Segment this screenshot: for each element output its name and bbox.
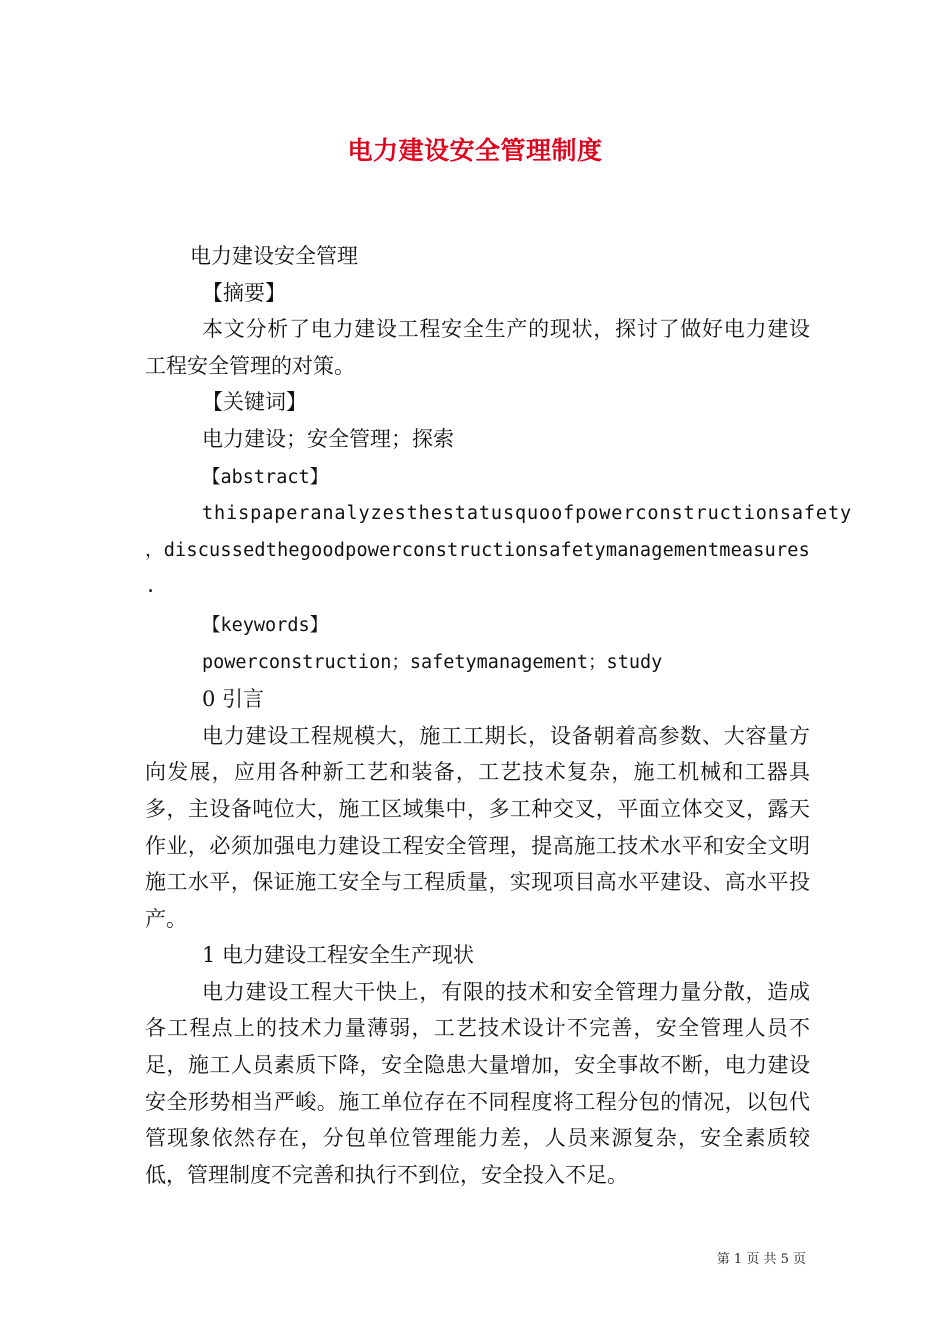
abstract-cn-heading: 【摘要】 <box>202 280 286 305</box>
abstract-en-line-2: ，discussedthegoodpowerconstructionsafetymanagementmeasures <box>145 539 810 561</box>
section-0-paragraph: 电力建设工程规模大，施工工期长，设备朝着高参数、大容量方向发展，应用各种新工艺和装备，工艺技术复杂，施工机械和工器具多，主设备吨位大，施工区域集中，多工种交叉，平面立体交叉，露天作业，必须加强电力建设工程安全管理，提高施工技术水平和安全文明施工水平，保证施工安全与工程质量，实现项目高水平建设、高水平投产。 <box>145 723 810 931</box>
section-0-heading: 0 引言 <box>202 687 265 712</box>
abstract-en-heading-text: 【abstract】 <box>202 466 329 488</box>
keywords-en-text: powerconstruction；safetymanagement；study <box>202 651 663 673</box>
abstract-en-line-1: thispaperanalyzesthestatusquoofpowerconstructionsafety <box>202 503 853 525</box>
document-title: 电力建设安全管理制度 <box>347 136 603 165</box>
subtitle: 电力建设安全管理 <box>190 244 358 268</box>
abstract-en-heading <box>145 458 810 497</box>
keywords-en-heading-text: 【keywords】 <box>202 614 329 636</box>
keywords-en-heading <box>145 606 810 645</box>
section-1-paragraph: 电力建设工程大干快上，有限的技术和安全管理力量分散，造成各工程点上的技术力量薄弱，工艺技术设计不完善，安全管理人员不足，施工人员素质下降，安全隐患大量增加，安全事故不断，电力建设安全形势相当严峻。施工单位存在不同程度将工程分包的情况，以包代管现象依然存在，分包单位管理能力差，人员来源复杂，安全素质较低，管理制度不完善和执行不到位，安全投入不足。 <box>145 979 810 1187</box>
abstract-cn-text: 本文分析了电力建设工程安全生产的现状，探讨了做好电力建设工程安全管理的对策。 <box>145 317 810 378</box>
section-1-heading: 1 电力建设工程安全生产现状 <box>202 943 475 968</box>
document-body <box>145 238 853 1193</box>
keywords-cn-text: 电力建设；安全管理；探索 <box>202 426 454 451</box>
keywords-cn-heading: 【关键词】 <box>202 390 307 415</box>
abstract-en-line-3: . <box>145 576 157 598</box>
page-footer: 第 1 页 共 5 页 <box>716 1252 806 1267</box>
